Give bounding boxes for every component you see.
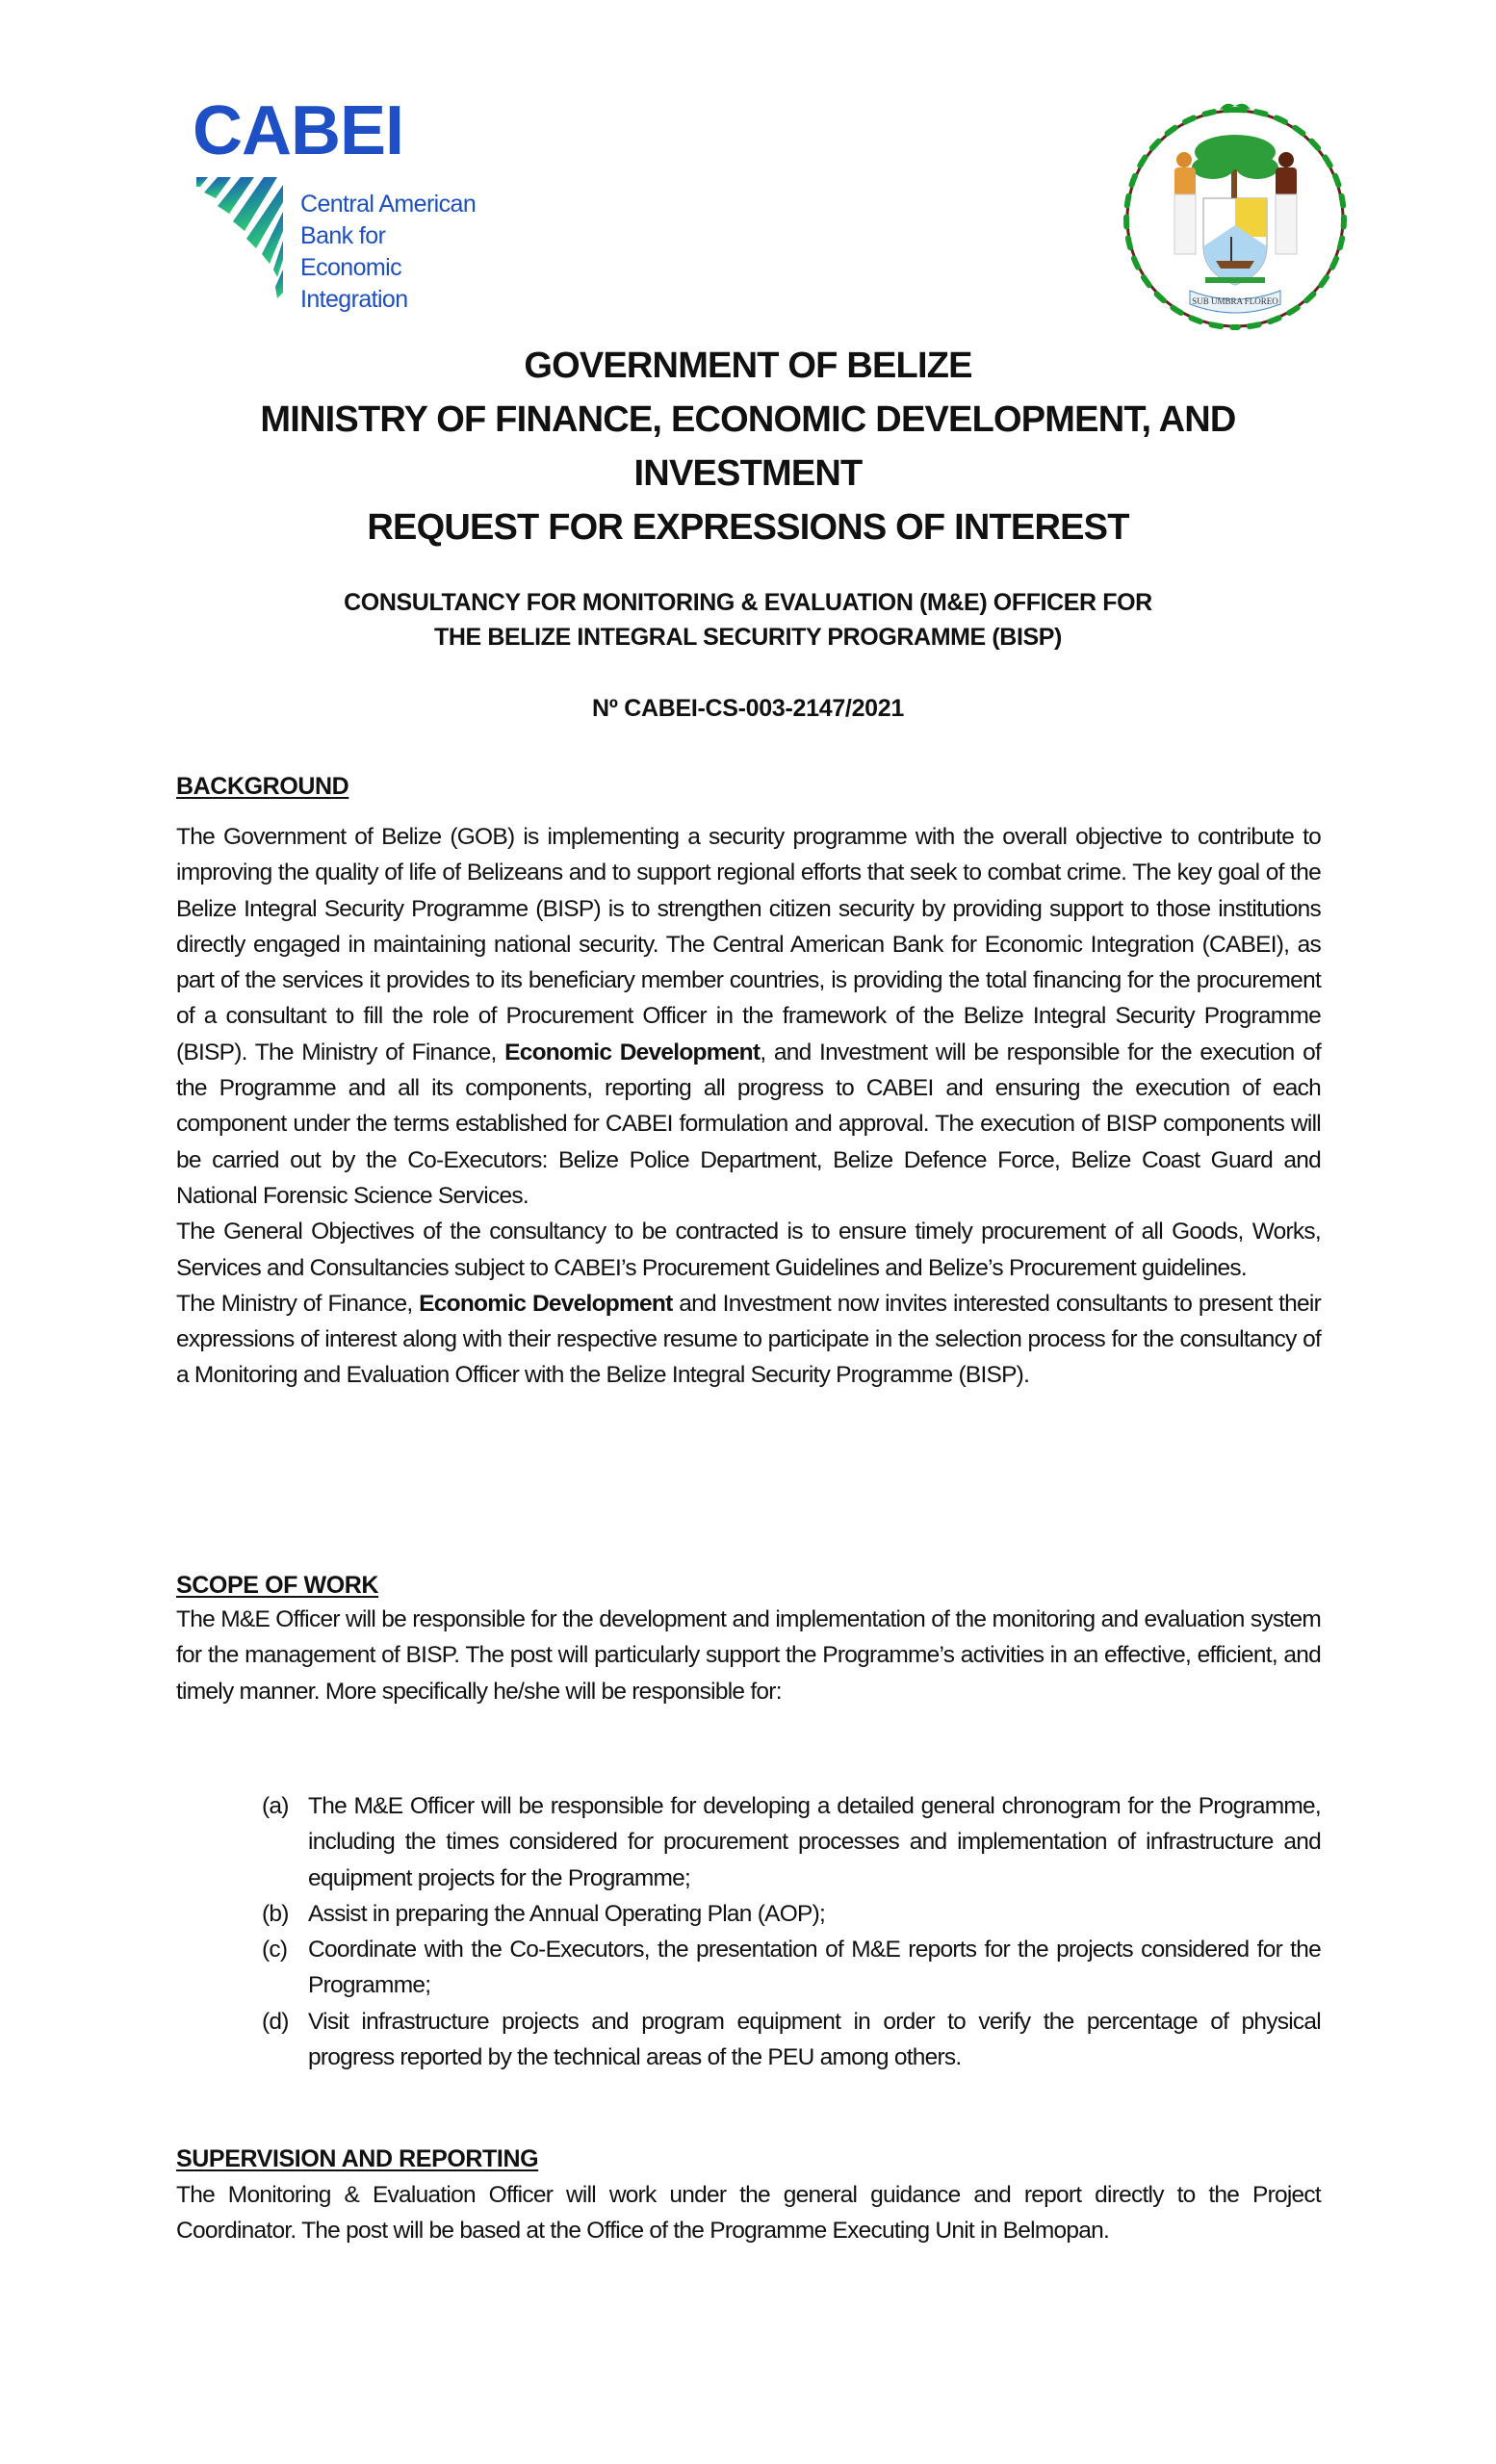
background-paragraph-2: The General Objectives of the consultancy to be contracted is to ensure timely procurement of all Goods, Works, Services and Consultancies subject to CABEI’s Procurement Guidelines and Belize’s Procurement guidelines. bbox=[176, 1219, 1321, 1281]
list-item: (d) Visit infrastructure projects and program equipment in order to verify the percentage of physical progress reported by the technical areas of the PEU among others. bbox=[262, 2008, 1321, 2071]
background-section bbox=[176, 770, 1321, 803]
supervision-paragraph: The Monitoring & Evaluation Officer will work under the general guidance and report directly to the Project Coordinator. The post will be based at the Office of the Programme Executing Unit in Belmopan. bbox=[176, 2182, 1321, 2245]
bold-economic-development: Economic Development bbox=[504, 1039, 761, 1065]
belize-coat-of-arms-icon bbox=[1105, 92, 1365, 345]
background-paragraph-3: The Ministry of Finance, Economic Development and Investment now invites interested consultants to present their expressions of interest along with their respective resume to participate in the selection process for the consultancy of a Monitoring and Evaluation Officer with the Belize Integral Security Programme (BISP). bbox=[176, 1290, 1322, 1389]
supervision-heading: SUPERVISION AND REPORTING bbox=[176, 2145, 539, 2172]
list-item: (a) The M&E Officer will be responsible for developing a detailed general chronogram for the Programme, including the times considered for procurement processes and implementation of infrastructure and equipment projects for the Programme; bbox=[262, 1793, 1321, 1891]
cabei-wordmark: CABEI bbox=[193, 92, 404, 169]
background-paragraph-1: The Government of Belize (GOB) is implementing a security programme with the overall objective to contribute to improving the quality of life of Belizeans and to support regional efforts that seek to combat crime. The key goal of the Belize Integral Security Programme (BISP) is to strengthen citizen security by providing support to those institutions directly engaged in maintaining national security. The Central American Bank for Economic Integration (CABEI), as part of the services it provides to its beneficiary member countries, is providing the total financing for the procurement of a consultant to fill the role of Procurement Officer in the framework of the Belize Integral Security Programme (BISP). The Ministry of Finance, Economic Development, and Investment will be responsible for the execution of the Programme and all its components, reporting all progress to CABEI and ensuring the execution of each component under the terms established for CABEI formulation and approval. The execution of BISP components will be carried out by the Co-Executors: Belize Police Department, Belize Defence Force, Belize Coast Guard and National Forensic Science Services. bbox=[176, 824, 1322, 1209]
title-ministry: MINISTRY OF FINANCE, ECONOMIC DEVELOPMENT, AND bbox=[260, 399, 1236, 440]
reference-number: Nº CABEI-CS-003-2147/2021 bbox=[591, 695, 904, 722]
title-government: GOVERNMENT OF BELIZE bbox=[524, 346, 972, 386]
background-body bbox=[176, 819, 1321, 1394]
cabei-tagline: Central American Bank for Economic Integration bbox=[300, 191, 477, 313]
document-title bbox=[173, 339, 1323, 554]
scope-body bbox=[176, 1602, 1321, 1709]
supervision-section bbox=[176, 2143, 1321, 2175]
list-item: (b) Assist in preparing the Annual Operating Plan (AOP); bbox=[262, 1900, 826, 1927]
responsibilities-list bbox=[262, 1788, 1321, 2075]
svg-text:SUB UMBRA FLOREO: SUB UMBRA FLOREO bbox=[1192, 296, 1278, 306]
cabei-logo bbox=[193, 92, 481, 313]
cabei-stripes-icon bbox=[196, 177, 293, 302]
scope-intro: The M&E Officer will be responsible for the development and implementation of the monitoring and evaluation system for the management of BISP. The post will particularly support the Programme’s activities in an effective, efficient, and timely manner. More specifically he/she will be responsible for: bbox=[176, 1606, 1321, 1705]
title-request: REQUEST FOR EXPRESSIONS OF INTEREST bbox=[367, 507, 1129, 548]
scope-section bbox=[176, 1569, 1321, 1602]
supervision-body bbox=[176, 2177, 1321, 2249]
list-item: (c) Coordinate with the Co-Executors, the presentation of M&E reports for the projects considered for the Programme; bbox=[262, 1937, 1321, 1999]
title-ministry-cont: INVESTMENT bbox=[633, 453, 863, 494]
consultancy-subtitle: CONSULTANCY FOR MONITORING & EVALUATION (M&E) OFFICER FOR THE BELIZE INTEGRAL SECURITY PROGRAMME (BISP) bbox=[344, 589, 1152, 651]
bold-economic-development: Economic Development bbox=[419, 1290, 673, 1317]
background-heading: BACKGROUND bbox=[176, 773, 349, 800]
scope-heading: SCOPE OF WORK bbox=[176, 1572, 379, 1599]
